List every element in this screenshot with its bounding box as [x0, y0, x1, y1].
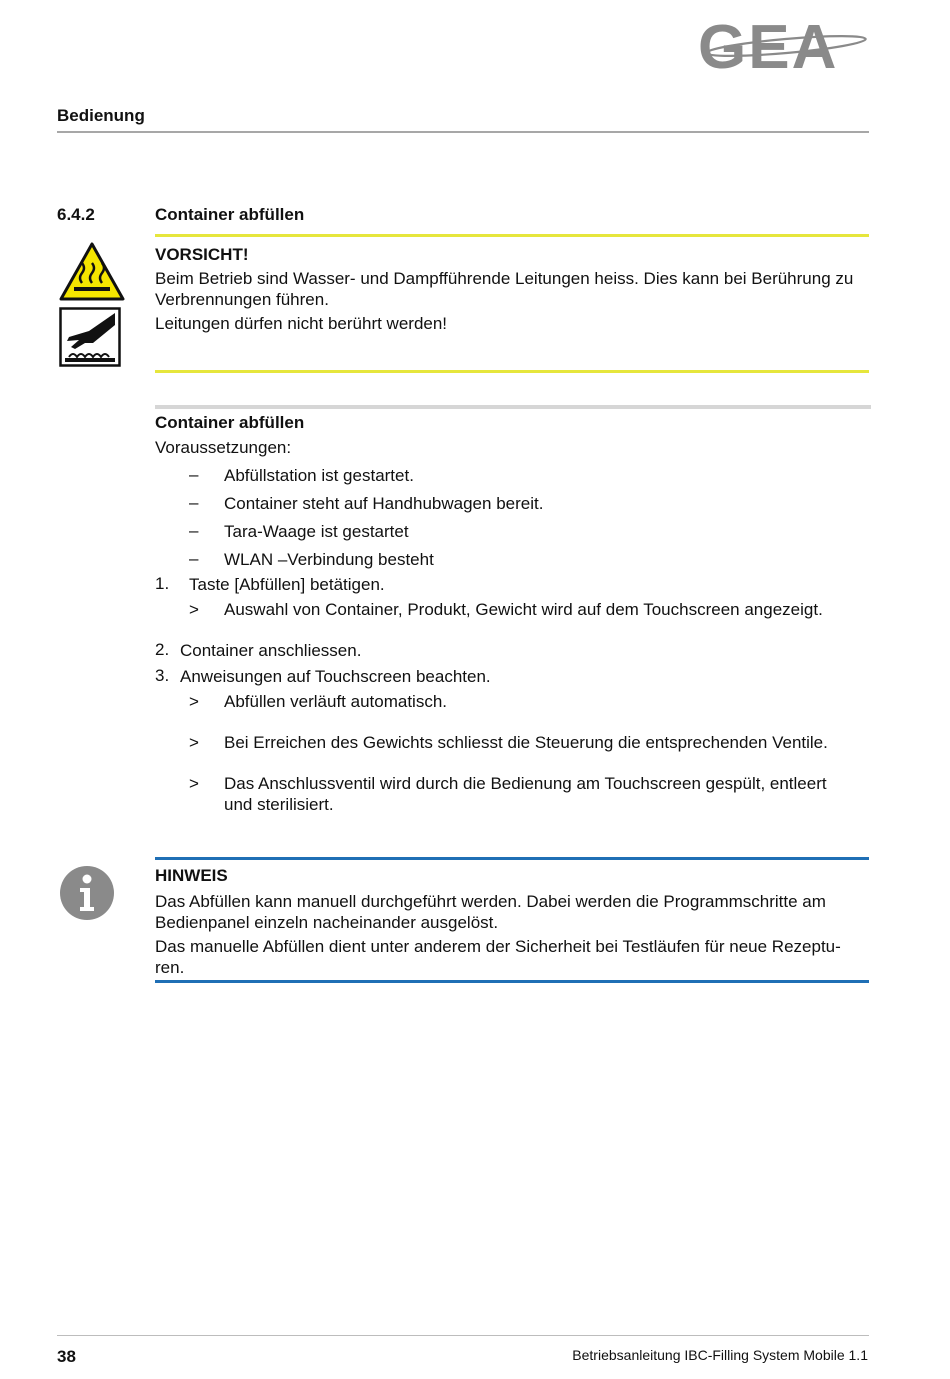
result-text: Auswahl von Container, Produkt, Gewicht wird auf dem Touchscreen angezeigt. [224, 600, 823, 619]
svg-text:GEA: GEA [698, 16, 839, 74]
document-title: Betriebsanleitung IBC-Filling System Mobile 1.1 [572, 1347, 868, 1363]
dash-marker: – [189, 465, 199, 484]
caution-bottom-rule [155, 370, 869, 373]
prereq-label: Voraussetzungen: [155, 438, 292, 457]
gea-logo [694, 16, 870, 74]
caution-text-1: Beim Betrieb sind Wasser- und Dampfführende Leitungen heiss. Dies kann bei Berührung zu Verbrennungen führen. [155, 269, 854, 309]
step-text: Anweisungen auf Touchscreen beachten. [180, 667, 491, 686]
result-marker: > [189, 733, 199, 752]
prereq-text: WLAN –Verbindung besteht [224, 550, 434, 569]
prereq-text: Container steht auf Handhubwagen bereit. [224, 494, 544, 513]
step-number: 3. [155, 666, 170, 685]
note-top-rule [155, 857, 869, 860]
result-marker: > [189, 600, 199, 619]
result-marker: > [189, 692, 199, 711]
procedure-top-rule [155, 405, 871, 409]
prereq-text: Abfüllstation ist gestartet. [224, 466, 414, 485]
result-text: Abfüllen verläuft automatisch. [224, 692, 448, 711]
step-text: Taste [Abfüllen] betätigen. [189, 575, 385, 594]
caution-top-rule [155, 234, 869, 237]
result-text: Bei Erreichen des Gewichts schliesst die Steuerung die entsprechenden Ventile. [224, 733, 828, 752]
burn-hand-icon [59, 307, 121, 367]
info-icon [59, 865, 115, 921]
dash-marker: – [189, 521, 199, 540]
result-marker: > [189, 774, 199, 793]
caution-text-2: Leitungen dürfen nicht berührt werden! [155, 314, 448, 333]
section-number: 6.4.2 [57, 205, 95, 224]
result-text: Das Anschlussventil wird durch die Bedienung am Touchscreen gespült, entleert und sterilisiert. [224, 774, 827, 814]
note-bottom-rule [155, 980, 869, 983]
note-label: HINWEIS [155, 866, 228, 885]
header-rule [57, 131, 869, 133]
header-title: Bedienung [57, 106, 145, 125]
dash-marker: – [189, 549, 199, 568]
footer-rule [57, 1335, 869, 1336]
section-title: Container abfüllen [155, 205, 305, 224]
prereq-text: Tara-Waage ist gestartet [224, 522, 409, 541]
step-text: Container anschliessen. [180, 641, 362, 660]
dash-marker: – [189, 493, 199, 512]
hot-surface-warning-icon [58, 241, 126, 303]
note-text-1: Das Abfüllen kann manuell durchgeführt werden. Dabei werden die Programmschritte am Bedienpanel einzeln nacheinander ausgelöst. [155, 892, 826, 932]
caution-label: VORSICHT! [155, 245, 249, 264]
step-number: 1. [155, 574, 170, 593]
page-number: 38 [57, 1347, 76, 1366]
procedure-title: Container abfüllen [155, 413, 305, 432]
step-number: 2. [155, 640, 170, 659]
note-text-2: Das manuelle Abfüllen dient unter anderem der Sicherheit bei Testläufen für neue Rezeptu-ren. [155, 937, 841, 977]
